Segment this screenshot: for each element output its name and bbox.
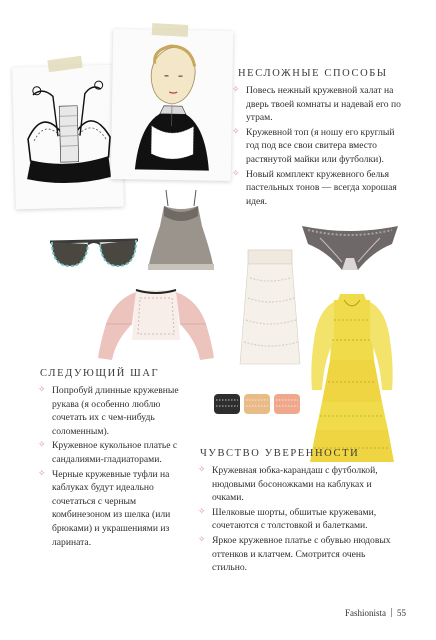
page-footer (345, 608, 406, 618)
section-heading-confidence: ЧУВСТВО УВЕРЕННОСТИ (200, 448, 360, 459)
brand-name: Fashionista (344, 608, 386, 618)
section-heading-next: СЛЕДУЮЩИЙ ШАГ (40, 368, 160, 379)
list-item: ✧ Попробуй длинные кружевные рукава (я особенно люблю сочетать их с чем-нибудь соломенным). (38, 384, 186, 438)
lace-top-image (92, 284, 220, 364)
lace-bracelets-image (212, 392, 304, 416)
slip-dress-image (146, 186, 216, 272)
lace-bra-sketch (12, 65, 124, 210)
page-number: 55 (397, 608, 406, 618)
list-item: ✧ Яркое кружевное платье с обувью нюдовых оттенков и клатчем. Смотрится очень стильно. (198, 534, 402, 575)
easy-tips-list (232, 84, 402, 209)
footer-divider (391, 608, 392, 617)
sunglasses-image (46, 232, 142, 272)
section-heading-easy: НЕСЛОЖНЫЕ СПОСОБЫ (238, 68, 388, 79)
lace-panties-image (300, 222, 400, 274)
confidence-tips-list (198, 464, 402, 576)
list-item: ✧ Новый комплект кружевного белья пастельных тонов — всегда хорошая идея. (232, 168, 402, 209)
list-item: ✧ Кружевной топ (я ношу его круглый год под все свои свитера вместо растянутой майки или футболки). (232, 126, 402, 167)
list-item: ✧ Кружевное кукольное платье с сандалиями-гладиаторами. (38, 439, 186, 466)
list-item: ✧ Повесь нежный кружевной халат на дверь твоей комнаты и надевай его по утрам. (232, 84, 402, 125)
list-item: ✧ Кружевная юбка-карандаш с футболкой, нюдовыми босоножками на каблуках и очками. (198, 464, 402, 505)
next-tips-list (38, 384, 186, 550)
portrait-sketch-card (111, 29, 234, 181)
lace-skirt-image (234, 248, 306, 366)
list-item: ✧ Шелковые шорты, обшитые кружевами, сочетаются с толстовкой и балетками. (198, 506, 402, 533)
list-item: ✧ Черные кружевные туфли на каблуках будут идеально сочетаться с черным комбинезоном из шелка (или брюками) и украшениями из ларината. (38, 468, 186, 550)
bra-sketch-card (12, 65, 124, 210)
yellow-lace-dress-image (304, 290, 400, 466)
tape-strip (152, 23, 189, 37)
girl-portrait-sketch (111, 29, 234, 181)
